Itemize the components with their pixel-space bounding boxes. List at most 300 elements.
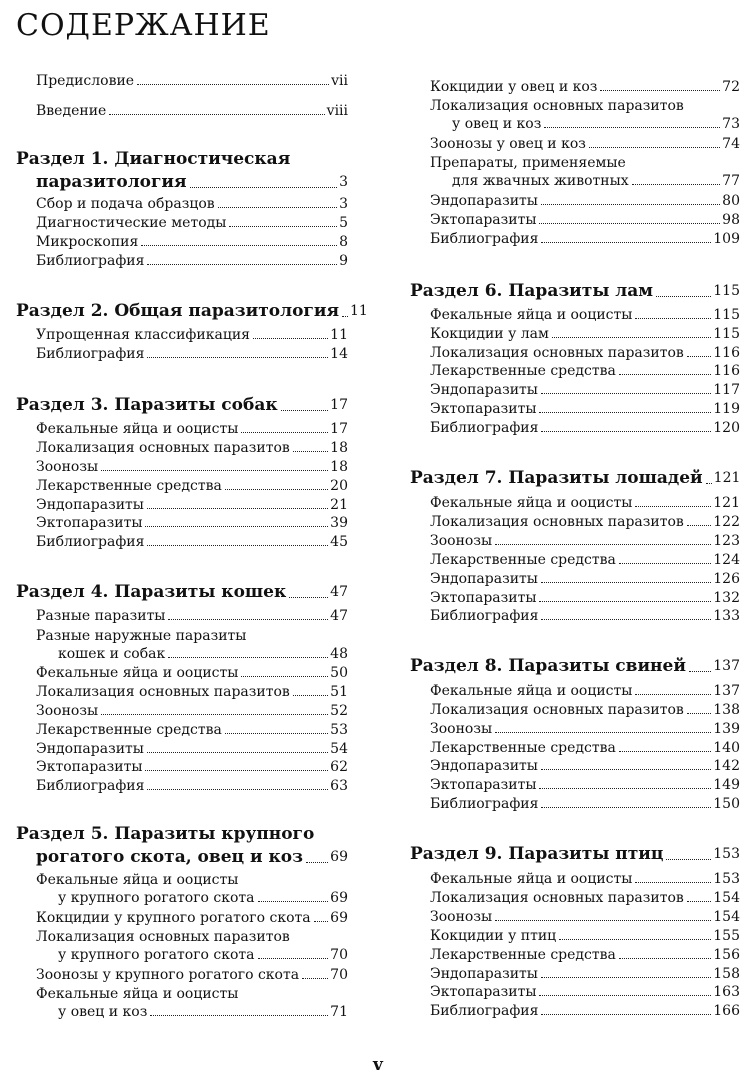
entry-page-number: 69 xyxy=(330,890,348,906)
entry-page-number: 154 xyxy=(713,909,740,925)
entry-page-number: 69 xyxy=(330,849,348,865)
dot-leader xyxy=(150,1015,328,1016)
entry-page-number: 98 xyxy=(722,212,740,228)
toc-entry xyxy=(410,211,740,229)
toc-entry xyxy=(16,72,348,90)
toc-entry xyxy=(16,627,348,663)
toc-entry xyxy=(410,701,740,719)
entry-title-line1: Локализация основных паразитов xyxy=(36,929,290,945)
dot-leader xyxy=(281,410,329,411)
entry-title: Лекарственные средства xyxy=(36,478,222,494)
entry-page-number: 45 xyxy=(330,534,348,550)
dot-leader xyxy=(552,337,711,338)
toc-entry xyxy=(410,589,740,607)
toc-entry xyxy=(16,758,348,776)
toc-entry xyxy=(410,870,740,888)
entry-title: Раздел 7. Паразиты лошадей xyxy=(410,468,703,488)
entry-title: Предисловие xyxy=(36,73,135,89)
toc-entry xyxy=(410,739,740,757)
entry-title: Диагностические методы xyxy=(36,215,227,231)
entry-title: Фекальные яйца и ооцисты xyxy=(36,665,239,681)
entry-title: Эктопаразиты xyxy=(430,401,537,417)
section-heading xyxy=(16,300,368,322)
entry-page-number: 163 xyxy=(713,984,740,1000)
entry-page-number: 17 xyxy=(330,397,348,413)
entry-page-number: 123 xyxy=(713,533,740,549)
dot-leader xyxy=(147,545,328,546)
entry-page-number: 117 xyxy=(713,382,740,398)
entry-title: Локализация основных паразитов xyxy=(36,440,290,456)
entry-page-number: 71 xyxy=(330,1004,348,1020)
entry-page-number: 18 xyxy=(330,459,348,475)
section-heading xyxy=(16,394,348,416)
dot-leader xyxy=(147,752,328,753)
toc-entry xyxy=(410,400,740,418)
dot-leader xyxy=(101,714,328,715)
toc-entry xyxy=(410,757,740,775)
toc-entry xyxy=(16,514,348,532)
dot-leader xyxy=(689,671,711,672)
dot-leader xyxy=(687,525,711,526)
entry-title: Локализация основных паразитов xyxy=(36,684,290,700)
section-heading xyxy=(16,148,348,193)
toc-entry xyxy=(410,192,740,210)
entry-title: Лекарственные средства xyxy=(430,740,616,756)
dot-leader xyxy=(687,356,711,357)
dot-leader xyxy=(190,187,337,188)
entry-title: Фекальные яйца и ооцисты xyxy=(430,683,633,699)
entry-title: Зоонозы у крупного рогатого скота xyxy=(36,967,300,983)
toc-entry xyxy=(16,985,348,1021)
entry-title: Библиография xyxy=(36,778,145,794)
toc-entry xyxy=(410,1002,740,1020)
page-number: v xyxy=(373,1055,383,1075)
toc-entry xyxy=(410,776,740,794)
dot-leader xyxy=(293,695,328,696)
entry-page-number: 133 xyxy=(713,608,740,624)
dot-leader xyxy=(342,316,348,317)
dot-leader xyxy=(539,412,711,413)
entry-title: Эндопаразиты xyxy=(430,966,538,982)
entry-page-number: 115 xyxy=(713,283,740,299)
toc-entry xyxy=(16,420,348,438)
toc-entry xyxy=(16,777,348,795)
entry-title: у овец и коз xyxy=(452,116,542,132)
entry-page-number: 14 xyxy=(330,346,348,362)
dot-leader xyxy=(589,147,720,148)
dot-leader xyxy=(258,901,329,902)
entry-page-number: 137 xyxy=(713,683,740,699)
entry-page-number: 11 xyxy=(330,327,348,343)
entry-title: Раздел 3. Паразиты собак xyxy=(16,395,278,415)
entry-page-number: 115 xyxy=(713,326,740,342)
entry-title: Раздел 9. Паразиты птиц xyxy=(410,844,664,864)
toc-entry xyxy=(410,965,740,983)
entry-title: Сбор и подача образцов xyxy=(36,196,215,212)
entry-page-number: 9 xyxy=(339,253,348,269)
entry-title: Эндопаразиты xyxy=(430,758,538,774)
toc-entry xyxy=(410,607,740,625)
dot-leader xyxy=(147,357,328,358)
toc-entry xyxy=(16,702,348,720)
entry-title: Зоонозы xyxy=(430,721,493,737)
entry-page-number: 80 xyxy=(722,193,740,209)
dot-leader xyxy=(168,619,328,620)
dot-leader xyxy=(635,506,711,507)
entry-page-number: 52 xyxy=(330,703,348,719)
dot-leader xyxy=(495,544,711,545)
entry-title-line1: Фекальные яйца и ооцисты xyxy=(36,872,239,888)
entry-page-number: 48 xyxy=(330,646,348,662)
toc-entry xyxy=(16,233,348,251)
entry-title: рогатого скота, овец и коз xyxy=(36,847,303,867)
entry-page-number: 11 xyxy=(350,303,368,319)
entry-page-number: 70 xyxy=(330,947,348,963)
entry-title: Фекальные яйца и ооцисты xyxy=(36,421,239,437)
toc-entry xyxy=(16,740,348,758)
entry-page-number: 150 xyxy=(713,796,740,812)
entry-title: Эктопаразиты xyxy=(430,777,537,793)
entry-page-number: 121 xyxy=(713,470,741,486)
entry-page-number: 72 xyxy=(722,79,740,95)
entry-title: Библиография xyxy=(36,534,145,550)
entry-title-line1: Фекальные яйца и ооцисты xyxy=(36,986,239,1002)
entry-page-number: 153 xyxy=(713,871,740,887)
entry-page-number: 149 xyxy=(713,777,740,793)
dot-leader xyxy=(619,563,711,564)
dot-leader xyxy=(109,114,324,115)
entry-page-number: 119 xyxy=(713,401,740,417)
entry-page-number: 139 xyxy=(713,721,740,737)
toc-entry xyxy=(16,214,348,232)
dot-leader xyxy=(258,958,329,959)
dot-leader xyxy=(559,939,711,940)
dot-leader xyxy=(656,296,711,297)
toc-entry xyxy=(410,381,740,399)
entry-title: Библиография xyxy=(430,796,539,812)
dot-leader xyxy=(541,769,711,770)
entry-title: Эндопаразиты xyxy=(430,193,538,209)
dot-leader xyxy=(539,223,720,224)
entry-title: Эктопаразиты xyxy=(36,759,143,775)
toc-entry xyxy=(410,362,740,380)
dot-leader xyxy=(666,859,711,860)
entry-page-number: 62 xyxy=(330,759,348,775)
entry-page-number: 116 xyxy=(713,345,740,361)
toc-entry xyxy=(410,494,740,512)
toc-entry xyxy=(16,439,348,457)
toc-entry xyxy=(16,721,348,739)
entry-page-number: 3 xyxy=(339,196,348,212)
entry-page-number: 124 xyxy=(713,552,740,568)
section-heading xyxy=(410,280,740,302)
toc-entry xyxy=(16,345,348,363)
entry-title: Раздел 8. Паразиты свиней xyxy=(410,656,686,676)
entry-title: Локализация основных паразитов xyxy=(430,702,684,718)
entry-page-number: 51 xyxy=(330,684,348,700)
entry-title: Локализация основных паразитов xyxy=(430,345,684,361)
entry-title: Разные паразиты xyxy=(36,608,166,624)
toc-entry xyxy=(410,532,740,550)
entry-title: Эктопаразиты xyxy=(430,984,537,1000)
entry-title: Эндопаразиты xyxy=(36,497,144,513)
toc-entry xyxy=(410,927,740,945)
dot-leader xyxy=(137,84,329,85)
entry-title: Эктопаразиты xyxy=(430,590,537,606)
entry-title: Эктопаразиты xyxy=(430,212,537,228)
entry-title: Библиография xyxy=(430,1003,539,1019)
dot-leader xyxy=(544,127,720,128)
entry-page-number: 18 xyxy=(330,440,348,456)
entry-page-number: 5 xyxy=(339,215,348,231)
toc-entry xyxy=(16,477,348,495)
section-heading xyxy=(410,467,740,489)
entry-title: Эндопаразиты xyxy=(430,382,538,398)
dot-leader xyxy=(632,184,721,185)
section-heading-line1: Раздел 5. Паразиты крупного xyxy=(16,824,315,844)
entry-page-number: 156 xyxy=(713,947,740,963)
entry-title: Раздел 2. Общая паразитология xyxy=(16,301,339,321)
dot-leader xyxy=(541,204,720,205)
entry-page-number: 166 xyxy=(713,1003,740,1019)
dot-leader xyxy=(241,432,328,433)
entry-title: Раздел 4. Паразиты кошек xyxy=(16,582,287,602)
dot-leader xyxy=(619,751,711,752)
entry-title: у овец и коз xyxy=(58,1004,148,1020)
entry-title: Локализация основных паразитов xyxy=(430,514,684,530)
entry-title: Кокцидии у лам xyxy=(430,326,549,342)
toc-entry xyxy=(16,533,348,551)
dot-leader xyxy=(619,374,711,375)
entry-title: Эндопаразиты xyxy=(36,741,144,757)
dot-leader xyxy=(495,732,711,733)
dot-leader xyxy=(541,582,711,583)
entry-title: кошек и собак xyxy=(58,646,166,662)
dot-leader xyxy=(145,770,328,771)
entry-page-number: 115 xyxy=(713,307,740,323)
entry-title-line1: Препараты, применяемые xyxy=(430,155,626,171)
dot-leader xyxy=(302,978,328,979)
dot-leader xyxy=(314,921,329,922)
page-title: СОДЕРЖАНИЕ xyxy=(16,8,271,43)
toc-entry xyxy=(16,326,348,344)
section-heading xyxy=(16,581,348,603)
dot-leader xyxy=(619,958,711,959)
dot-leader xyxy=(225,489,328,490)
toc-entry xyxy=(410,908,740,926)
entry-title: Библиография xyxy=(430,231,539,247)
entry-page-number: 116 xyxy=(713,363,740,379)
entry-page-number: 155 xyxy=(713,928,740,944)
entry-page-number: 8 xyxy=(339,234,348,250)
toc-entry xyxy=(16,496,348,514)
entry-title: Зоонозы xyxy=(430,533,493,549)
entry-page-number: 121 xyxy=(713,495,740,511)
entry-page-number: 137 xyxy=(713,658,740,674)
entry-page-number: 74 xyxy=(722,136,740,152)
dot-leader xyxy=(289,597,328,598)
entry-page-number: vii xyxy=(331,73,348,89)
dot-leader xyxy=(539,601,711,602)
section-heading-line1: Раздел 1. Диагностическая xyxy=(16,149,291,169)
entry-title: Библиография xyxy=(430,420,539,436)
entry-title-line1: Разные наружные паразиты xyxy=(36,628,247,644)
dot-leader xyxy=(635,694,711,695)
toc-entry xyxy=(410,682,740,700)
dot-leader xyxy=(147,508,328,509)
entry-page-number: 47 xyxy=(330,584,348,600)
entry-page-number: 138 xyxy=(713,702,740,718)
entry-title: у крупного рогатого скота xyxy=(58,947,255,963)
entry-page-number: 3 xyxy=(339,174,348,190)
entry-title: Кокцидии у овец и коз xyxy=(430,79,598,95)
dot-leader xyxy=(600,90,720,91)
toc-entry xyxy=(410,551,740,569)
entry-title: Упрощенная классификация xyxy=(36,327,250,343)
entry-title: Лекарственные средства xyxy=(430,947,616,963)
dot-leader xyxy=(293,451,328,452)
toc-entry xyxy=(410,306,740,324)
entry-page-number: 17 xyxy=(330,421,348,437)
dot-leader xyxy=(635,882,711,883)
toc-entry xyxy=(410,570,740,588)
entry-page-number: 126 xyxy=(713,571,740,587)
section-heading xyxy=(410,655,740,677)
dot-leader xyxy=(495,920,711,921)
entry-title: Библиография xyxy=(430,608,539,624)
entry-page-number: 20 xyxy=(330,478,348,494)
toc-entry xyxy=(410,983,740,1001)
entry-title: для жвачных животных xyxy=(452,173,629,189)
entry-title: Библиография xyxy=(36,253,145,269)
dot-leader xyxy=(687,713,711,714)
dot-leader xyxy=(541,977,711,978)
entry-title: Фекальные яйца и ооцисты xyxy=(430,307,633,323)
entry-page-number: 63 xyxy=(330,778,348,794)
entry-page-number: 142 xyxy=(713,758,740,774)
dot-leader xyxy=(218,207,337,208)
dot-leader xyxy=(687,901,711,902)
entry-title: Фекальные яйца и ооцисты xyxy=(430,495,633,511)
entry-title: Эктопаразиты xyxy=(36,515,143,531)
dot-leader xyxy=(225,733,328,734)
toc-entry xyxy=(16,928,348,964)
entry-title: Фекальные яйца и ооцисты xyxy=(430,871,633,887)
dot-leader xyxy=(539,995,711,996)
entry-page-number: 122 xyxy=(713,514,740,530)
toc-entry xyxy=(16,683,348,701)
entry-page-number: viii xyxy=(326,103,348,119)
entry-page-number: 140 xyxy=(713,740,740,756)
dot-leader xyxy=(306,862,328,863)
dot-leader xyxy=(539,788,711,789)
dot-leader xyxy=(141,245,337,246)
entry-title: Кокцидии у крупного рогатого скота xyxy=(36,910,311,926)
entry-page-number: 54 xyxy=(330,741,348,757)
entry-title: Лекарственные средства xyxy=(36,722,222,738)
dot-leader xyxy=(541,807,711,808)
entry-page-number: 21 xyxy=(330,497,348,513)
entry-title: Микроскопия xyxy=(36,234,139,250)
entry-title-line1: Локализация основных паразитов xyxy=(430,98,684,114)
toc-entry xyxy=(16,252,348,270)
toc-entry xyxy=(410,946,740,964)
entry-title: Зоонозы xyxy=(430,909,493,925)
toc-entry xyxy=(410,419,740,437)
toc-entry xyxy=(16,909,348,927)
dot-leader xyxy=(541,1014,711,1015)
entry-page-number: 109 xyxy=(713,231,740,247)
toc-entry xyxy=(410,889,740,907)
toc-entry xyxy=(410,325,740,343)
toc-entry xyxy=(410,154,740,190)
dot-leader xyxy=(541,431,711,432)
toc-entry xyxy=(410,344,740,362)
toc-entry xyxy=(16,966,348,984)
dot-leader xyxy=(706,483,712,484)
entry-title: Зоонозы у овец и коз xyxy=(430,136,586,152)
toc-entry xyxy=(16,102,348,120)
toc-entry xyxy=(16,195,348,213)
entry-page-number: 47 xyxy=(330,608,348,624)
toc-entry xyxy=(410,795,740,813)
entry-title: Кокцидии у птиц xyxy=(430,928,557,944)
dot-leader xyxy=(229,226,337,227)
entry-title: Лекарственные средства xyxy=(430,552,616,568)
toc-entry xyxy=(16,664,348,682)
dot-leader xyxy=(635,318,711,319)
toc-entry xyxy=(410,513,740,531)
dot-leader xyxy=(145,526,328,527)
entry-page-number: 70 xyxy=(330,967,348,983)
entry-title: Зоонозы xyxy=(36,459,99,475)
entry-title: Введение xyxy=(36,103,107,119)
toc-entry xyxy=(16,871,348,907)
entry-title: Эндопаразиты xyxy=(430,571,538,587)
dot-leader xyxy=(541,242,711,243)
entry-page-number: 69 xyxy=(330,910,348,926)
entry-title: паразитология xyxy=(36,172,187,192)
entry-page-number: 77 xyxy=(722,173,740,189)
section-heading xyxy=(410,843,740,865)
dot-leader xyxy=(168,657,328,658)
toc-entry xyxy=(410,97,740,133)
entry-title: Библиография xyxy=(36,346,145,362)
section-heading xyxy=(16,823,348,868)
toc-entry xyxy=(16,607,348,625)
dot-leader xyxy=(253,338,328,339)
toc-entry xyxy=(410,720,740,738)
entry-title: Раздел 6. Паразиты лам xyxy=(410,281,654,301)
dot-leader xyxy=(541,393,711,394)
entry-title: у крупного рогатого скота xyxy=(58,890,255,906)
entry-title: Зоонозы xyxy=(36,703,99,719)
toc-entry xyxy=(410,135,740,153)
dot-leader xyxy=(541,619,711,620)
entry-page-number: 158 xyxy=(713,966,740,982)
entry-title: Локализация основных паразитов xyxy=(430,890,684,906)
entry-title: Лекарственные средства xyxy=(430,363,616,379)
entry-page-number: 154 xyxy=(713,890,740,906)
toc-entry xyxy=(16,458,348,476)
entry-page-number: 153 xyxy=(713,846,740,862)
entry-page-number: 132 xyxy=(713,590,740,606)
entry-page-number: 53 xyxy=(330,722,348,738)
entry-page-number: 120 xyxy=(713,420,740,436)
entry-page-number: 39 xyxy=(330,515,348,531)
entry-page-number: 73 xyxy=(722,116,740,132)
dot-leader xyxy=(147,264,337,265)
